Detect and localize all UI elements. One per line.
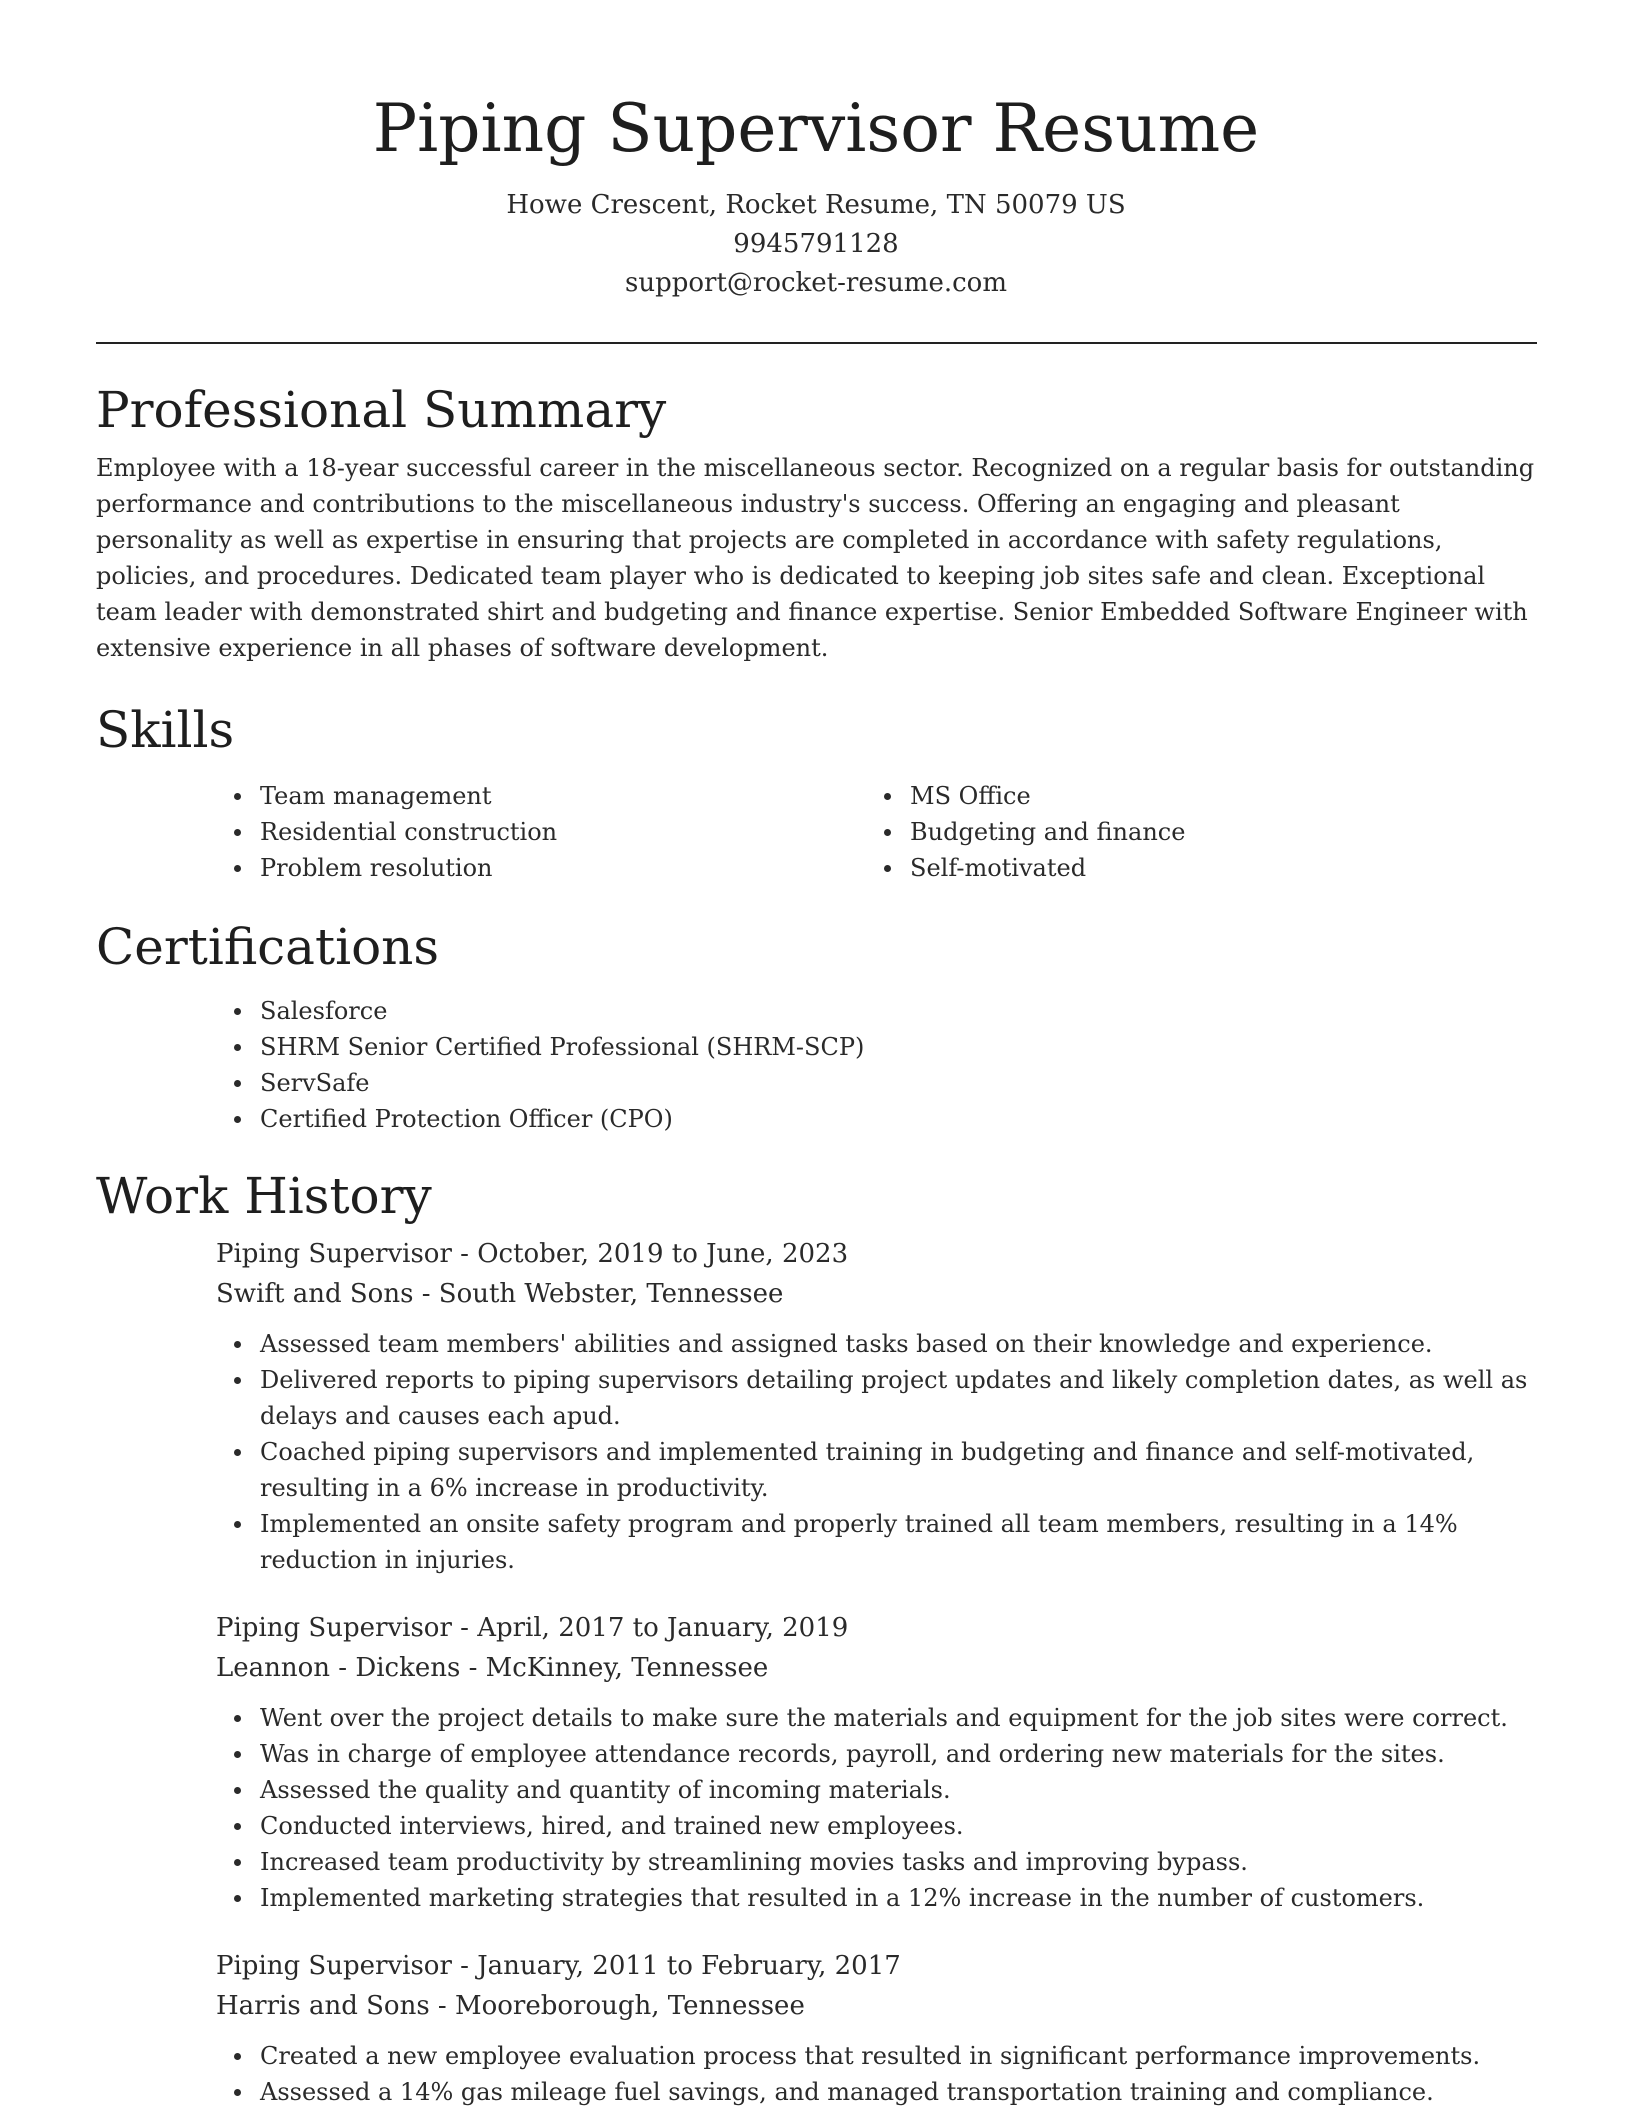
job-bullet: Implemented an onsite safety program and properly trained all team members, resulting in a 14% reduction in injuries. <box>216 1506 1537 1578</box>
certification-item: ServSafe <box>216 1065 1537 1101</box>
certifications-list <box>216 993 1537 1137</box>
job-bullet: Assessed team members' abilities and assigned tasks based on their knowledge and experience. <box>216 1326 1537 1362</box>
job-title-line: Piping Supervisor - January, 2011 to February, 2017 <box>216 1951 901 1981</box>
skill-item: Budgeting and finance <box>866 814 1516 850</box>
job-entry <box>216 1946 1537 2110</box>
certifications-section <box>96 915 1537 1137</box>
work-history-section <box>96 1164 1537 2112</box>
job-dates: April, 2017 to January, 2019 <box>477 1613 849 1643</box>
job-location: Mooreborough, Tennessee <box>455 1991 805 2021</box>
skill-item: Self-motivated <box>866 850 1516 886</box>
job-bullet: Assessed a 14% gas mileage fuel savings, and managed transportation training and compliance. <box>216 2074 1537 2110</box>
job-entry <box>216 1234 1537 1578</box>
job-company-line: Leannon - Dickens - McKinney, Tennessee <box>216 1653 769 1683</box>
summary-text: Employee with a 18-year successful career in the miscellaneous sector. Recognized on a regular basis for outstanding performance and contributions to the miscellaneous industry's success. Offering an engaging and pleasant personality as well as expertise in ensuring that projects are completed in accordance with safety regulations, policies, and procedures. Dedicated team player who is dedicated to keeping job sites safe and clean. Exceptional team leader with demonstrated shirt and budgeting and finance expertise. Senior Embedded Software Engineer with extensive experience in all phases of software development. <box>96 454 1535 662</box>
skill-item: Residential construction <box>216 814 866 850</box>
job-bullet: Implemented marketing strategies that resulted in a 12% increase in the number of customers. <box>216 1880 1537 1916</box>
skills-heading: Skills <box>96 701 235 759</box>
certification-item: SHRM Senior Certified Professional (SHRM-SCP) <box>216 1029 1537 1065</box>
certification-item: Salesforce <box>216 993 1537 1029</box>
job-position: Piping Supervisor <box>216 1951 452 1981</box>
contact-phone: 9945791128 <box>733 229 899 259</box>
job-bullet: Coached piping supervisors and implemented training in budgeting and finance and self-motivated, resulting in a 6% increase in productivity. <box>216 1434 1537 1506</box>
certifications-heading: Certifications <box>96 918 440 976</box>
contact-address: Howe Crescent, Rocket Resume, TN 50079 US <box>506 190 1126 220</box>
work-history-heading: Work History <box>96 1167 432 1225</box>
job-bullet: Was in charge of employee attendance records, payroll, and ordering new materials for the sites. <box>216 1736 1537 1772</box>
contact-email: support@rocket-resume.com <box>624 268 1007 298</box>
job-bullets <box>216 1700 1537 1916</box>
job-entry <box>216 1608 1537 1916</box>
skill-item: MS Office <box>866 778 1516 814</box>
job-location: McKinney, Tennessee <box>485 1653 769 1683</box>
job-bullet: Assessed the quality and quantity of incoming materials. <box>216 1772 1537 1808</box>
job-company-line: Swift and Sons - South Webster, Tennessee <box>216 1279 784 1309</box>
job-dates: October, 2019 to June, 2023 <box>477 1239 849 1269</box>
resume-header <box>0 0 1632 303</box>
certification-item: Certified Protection Officer (CPO) <box>216 1101 1537 1137</box>
job-bullets <box>216 1326 1537 1578</box>
job-position: Piping Supervisor <box>216 1613 452 1643</box>
job-bullet: Went over the project details to make sure the materials and equipment for the job sites were correct. <box>216 1700 1537 1736</box>
job-bullet: Created a new employee evaluation process that resulted in significant performance improvements. <box>216 2038 1537 2074</box>
job-location: South Webster, Tennessee <box>438 1279 784 1309</box>
job-company: Swift and Sons <box>216 1279 414 1309</box>
header-divider <box>96 342 1537 344</box>
skill-item: Team management <box>216 778 866 814</box>
summary-section <box>96 378 1537 666</box>
job-company: Leannon - Dickens <box>216 1653 461 1683</box>
skills-list-left <box>216 778 866 886</box>
job-bullet: Increased team productivity by streamlining movies tasks and improving bypass. <box>216 1844 1537 1880</box>
job-bullet: Conducted interviews, hired, and trained new employees. <box>216 1808 1537 1844</box>
job-title-line: Piping Supervisor - October, 2019 to June, 2023 <box>216 1239 849 1269</box>
resume-title: Piping Supervisor Resume <box>372 90 1260 167</box>
job-bullets <box>216 2038 1537 2110</box>
skill-item: Problem resolution <box>216 850 866 886</box>
skills-section <box>96 698 1537 886</box>
job-bullet: Delivered reports to piping supervisors detailing project updates and likely completion dates, as well as delays and causes each apud. <box>216 1362 1537 1434</box>
contact-info <box>0 186 1632 303</box>
job-company: Harris and Sons <box>216 1991 430 2021</box>
job-company-line: Harris and Sons - Mooreborough, Tennessee <box>216 1991 805 2021</box>
job-title-line: Piping Supervisor - April, 2017 to January, 2019 <box>216 1613 849 1643</box>
skills-list-right <box>866 778 1516 886</box>
job-dates: January, 2011 to February, 2017 <box>477 1951 901 1981</box>
summary-heading: Professional Summary <box>96 381 667 439</box>
job-position: Piping Supervisor <box>216 1239 452 1269</box>
skills-grid <box>216 778 1537 886</box>
